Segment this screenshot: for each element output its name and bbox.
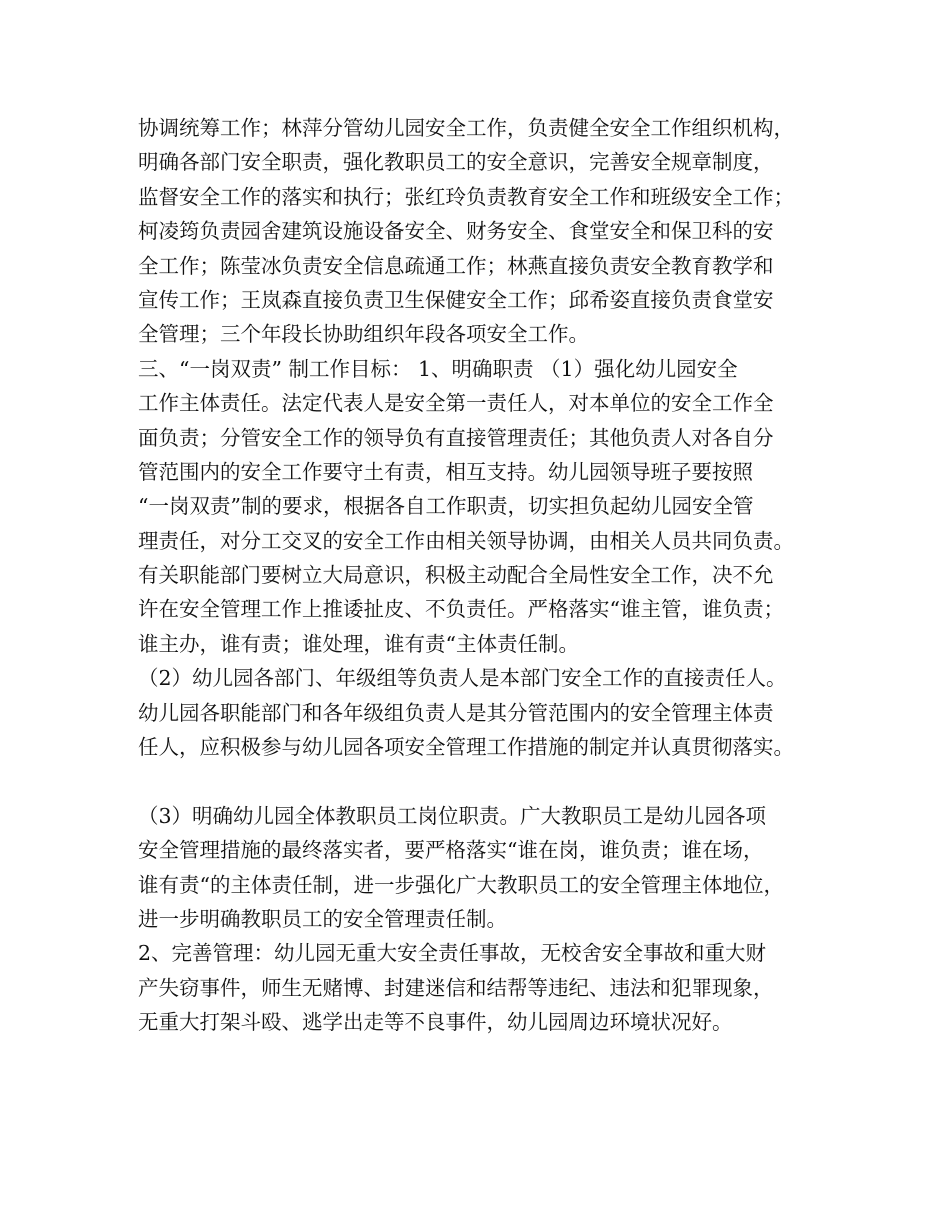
document-body xyxy=(138,111,838,1040)
text-line: 管范围内的安全工作要守土有责，相互支持。幼儿园领导班子要按照 xyxy=(138,459,753,484)
section-heading-line: 三、“一岗双责” 制工作目标： 1、明确职责 （1）强化幼儿园安全 xyxy=(138,356,738,381)
text-line: （2）幼儿园各部门、年级组等负责人是本部门安全工作的直接责任人。 xyxy=(138,666,787,691)
text-line: 任人，应积极参与幼儿园各项安全管理工作措施的制定并认真贯彻落实。 xyxy=(138,735,794,760)
text-line: 产失窃事件，师生无赌博、封建迷信和结帮等违纪、违法和犯罪现象， xyxy=(138,975,774,1000)
text-line: 谁有责“的主体责任制，进一步强化广大教职员工的安全管理主体地位， xyxy=(138,872,784,897)
text-line: 宣传工作；王岚森直接负责卫生保健安全工作；邱希姿直接负责食堂安 xyxy=(138,287,774,312)
text-line: 明确各部门安全职责，强化教职员工的安全意识，完善安全规章制度， xyxy=(138,150,774,175)
text-line: “一岗双责”制的要求，根据各自工作职责，切实担负起幼儿园安全管 xyxy=(138,494,754,519)
text-line: 监督安全工作的落实和执行；张红玲负责教育安全工作和班级安全工作； xyxy=(138,184,794,209)
text-line: 理责任，对分工交叉的安全工作由相关领导协调，由相关人员共同负责。 xyxy=(138,528,794,553)
text-line: 协调统筹工作；林萍分管幼儿园安全工作，负责健全安全工作组织机构， xyxy=(138,116,794,140)
text-line: 谁主办，谁有责；谁处理，谁有责“主体责任制。 xyxy=(138,631,579,656)
text-line: （3）明确幼儿园全体教职员工岗位职责。广大教职员工是幼儿园各项 xyxy=(138,803,767,828)
paragraph-gap xyxy=(138,764,838,798)
text-line: 全工作；陈莹冰负责安全信息疏通工作；林燕直接负责安全教育教学和 xyxy=(138,253,774,278)
text-line: 面负责；分管安全工作的领导负有直接管理责任；其他负责人对各自分 xyxy=(138,425,774,450)
text-line: 安全管理措施的最终落实者，要严格落实“谁在岗，谁负责；谁在场， xyxy=(138,838,764,863)
text-line: 有关职能部门要树立大局意识，积极主动配合全局性安全工作，决不允 xyxy=(138,563,774,588)
text-line: 幼儿园各职能部门和各年级组负责人是其分管范围内的安全管理主体责 xyxy=(138,700,774,725)
text-line: 工作主体责任。法定代表人是安全第一责任人，对本单位的安全工作全 xyxy=(138,391,774,416)
text-line: 进一步明确教职员工的安全管理责任制。 xyxy=(138,906,507,931)
text-line: 柯凌筠负责园舍建筑设施设备安全、财务安全、食堂安全和保卫科的安 xyxy=(138,219,774,244)
text-line: 许在安全管理工作上推诿扯皮、不负责任。严格落实“谁主管，谁负责； xyxy=(138,597,784,622)
text-line: 无重大打架斗殴、逃学出走等不良事件，幼儿园周边环境状况好。 xyxy=(138,1010,733,1035)
text-line: 2、完善管理：幼儿园无重大安全责任事故，无校舍安全事故和重大财 xyxy=(138,941,767,966)
text-line: 全管理；三个年段长协助组织年段各项安全工作。 xyxy=(138,322,589,347)
